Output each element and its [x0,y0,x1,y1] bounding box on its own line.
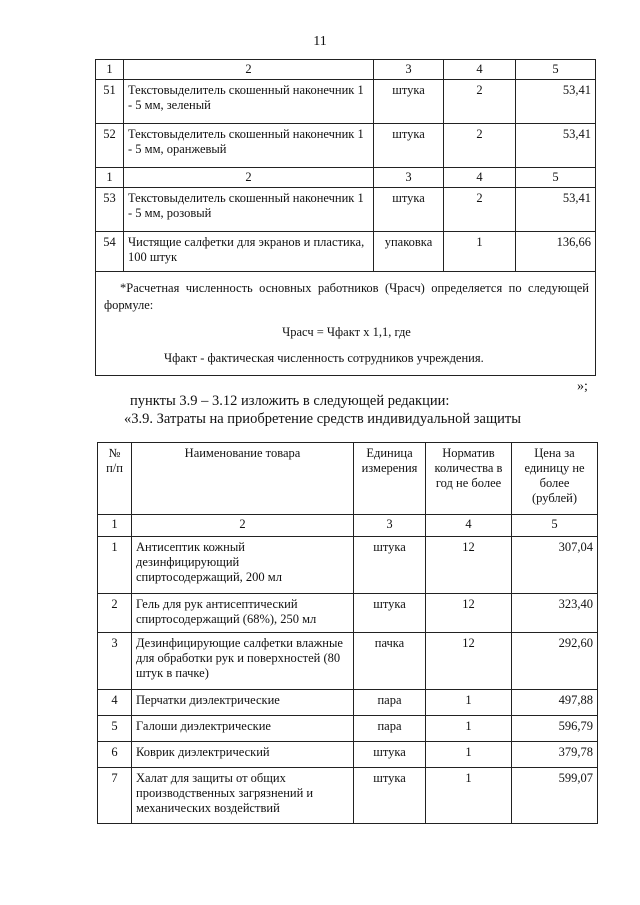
item-price: 136,66 [516,232,596,272]
col-num: 1 [98,515,132,537]
item-name: Текстовыделитель скошенный наконечник 1 - 5 мм, розовый [124,188,374,232]
note-definition: Чфакт - фактическая численность сотрудников учреждения. [164,351,484,365]
item-unit: штука [354,594,426,633]
item-price: 53,41 [516,124,596,168]
row-number: 53 [96,188,124,232]
col-num: 5 [516,168,596,188]
row-number: 51 [96,80,124,124]
item-qty: 2 [444,80,516,124]
page-number: 11 [313,34,327,49]
header-no: № п/п [98,443,132,515]
formula: Чрасч = Чфакт х 1,1, где [282,325,411,339]
note-cell [96,272,596,376]
item-price: 53,41 [516,80,596,124]
col-num: 2 [132,515,354,537]
col-num: 2 [124,60,374,80]
table-row [98,742,598,768]
col-num: 5 [516,60,596,80]
item-name: Гель для рук антисептический спиртосодержащий (68%), 250 мл [132,594,354,633]
item-unit: штука [354,537,426,594]
column-number-row [96,168,596,188]
row-number: 1 [98,537,132,594]
column-number-row [98,515,598,537]
row-number: 54 [96,232,124,272]
col-num: 3 [374,60,444,80]
item-unit: пара [354,690,426,716]
header-unit: Единица измерения [354,443,426,515]
item-name: Чистящие салфетки для экранов и пластика, 100 штук [124,232,374,272]
row-number: 2 [98,594,132,633]
table-row [96,188,596,232]
row-number: 6 [98,742,132,768]
col-num: 2 [124,168,374,188]
item-unit: штука [374,124,444,168]
header-price: Цена за единицу не более (рублей) [512,443,598,515]
header-qty: Норматив количества в год не более [426,443,512,515]
col-num: 5 [512,515,598,537]
item-qty: 1 [444,232,516,272]
item-price: 379,78 [512,742,598,768]
item-name: Коврик диэлектрический [132,742,354,768]
item-qty: 1 [426,716,512,742]
item-price: 497,88 [512,690,598,716]
col-num: 1 [96,60,124,80]
item-name: Галоши диэлектрические [132,716,354,742]
col-num: 1 [96,168,124,188]
col-num: 4 [426,515,512,537]
item-name: Халат для защиты от общих производственных загрязнений и механических воздействий [132,768,354,824]
items-table-continued [95,59,596,376]
item-name: Текстовыделитель скошенный наконечник 1 - 5 мм, оранжевый [124,124,374,168]
item-qty: 2 [444,188,516,232]
item-price: 307,04 [512,537,598,594]
item-qty: 2 [444,124,516,168]
table-row [96,232,596,272]
row-number: 52 [96,124,124,168]
table-row [98,716,598,742]
item-qty: 1 [426,690,512,716]
section-title: «3.9. Затраты на приобретение средств индивидуальной защиты [124,411,521,427]
item-qty: 12 [426,537,512,594]
col-num: 3 [374,168,444,188]
item-name: Текстовыделитель скошенный наконечник 1 - 5 мм, зеленый [124,80,374,124]
item-price: 323,40 [512,594,598,633]
item-unit: штука [374,188,444,232]
item-qty: 12 [426,633,512,690]
item-unit: штука [354,768,426,824]
column-number-row [96,60,596,80]
item-price: 596,79 [512,716,598,742]
item-qty: 1 [426,768,512,824]
item-unit: штука [374,80,444,124]
item-price: 599,07 [512,768,598,824]
item-name: Перчатки диэлектрические [132,690,354,716]
item-price: 292,60 [512,633,598,690]
row-number: 5 [98,716,132,742]
item-qty: 1 [426,742,512,768]
col-num: 4 [444,60,516,80]
col-num: 3 [354,515,426,537]
note-row [96,272,596,376]
col-num: 4 [444,168,516,188]
closing-quote: »; [577,379,588,394]
item-unit: упаковка [374,232,444,272]
item-unit: пара [354,716,426,742]
item-name: Дезинфицирующие салфетки влажные для обработки рук и поверхностей (80 штук в пачке) [132,633,354,690]
header-name: Наименование товара [132,443,354,515]
table-row [98,537,598,594]
paragraph-instruction: пункты 3.9 – 3.12 изложить в следующей редакции: [130,393,450,409]
item-qty: 12 [426,594,512,633]
table-row [98,768,598,824]
table-row [98,690,598,716]
note-text: *Расчетная численность основных работников (Чрасч) определяется по следующей формуле: [104,281,589,312]
row-number: 4 [98,690,132,716]
row-number: 3 [98,633,132,690]
table-row [96,80,596,124]
header-row [98,443,598,515]
row-number: 7 [98,768,132,824]
item-unit: штука [354,742,426,768]
item-name: Антисептик кожный дезинфицирующий спиртосодержащий, 200 мл [132,537,354,594]
table-row [96,124,596,168]
item-unit: пачка [354,633,426,690]
item-price: 53,41 [516,188,596,232]
table-row [98,633,598,690]
table-row [98,594,598,633]
ppe-table [97,442,598,824]
